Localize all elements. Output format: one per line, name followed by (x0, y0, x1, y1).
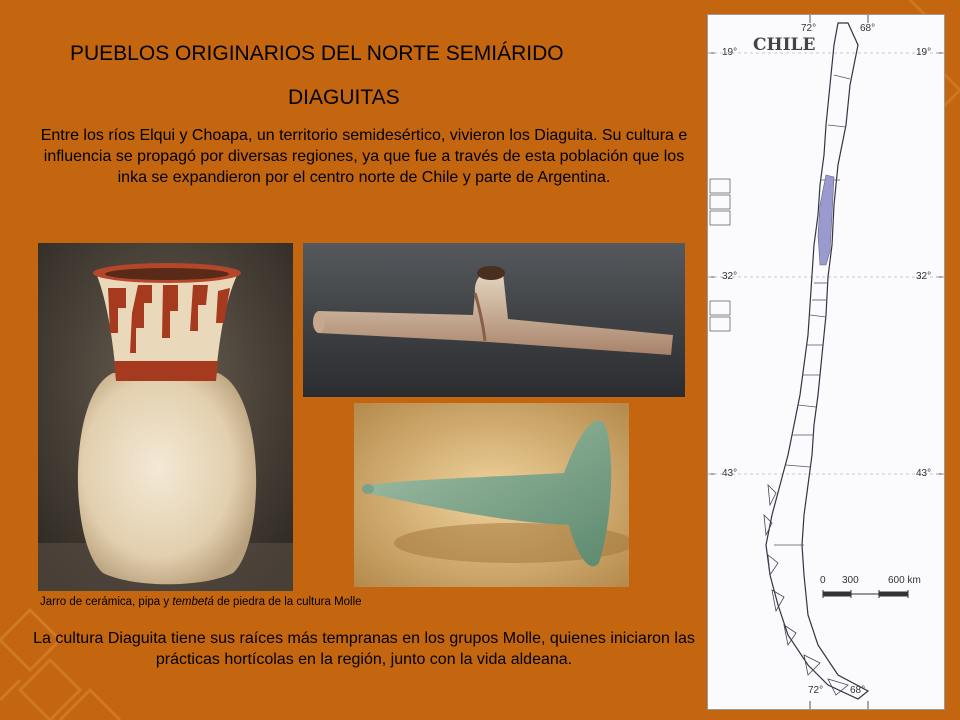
tembeta-photo (354, 403, 629, 587)
page-subtitle: DIAGUITAS (288, 86, 400, 109)
caption-italic-word: tembetá (172, 596, 214, 608)
map-lat-19-right: 19° (916, 47, 932, 58)
map-lat-43-right: 43° (916, 468, 932, 479)
scale-label-300: 300 (842, 575, 859, 586)
closing-paragraph: La cultura Diaguita tiene sus raíces más tempranas en los grupos Molle, quienes iniciaron las prácticas hortícolas en la región, junto con la vida aldeana. (33, 630, 695, 668)
intro-paragraph: Entre los ríos Elqui y Choapa, un territorio semidesértico, vivieron los Diaguita. Su cultura e influencia se propagó por diversas regiones, ya que fue a través de esta población que los inka se expandieron por el centro norte de Chile y parte de Argentina. (40, 127, 688, 186)
map-lat-19-left: 19° (722, 47, 738, 58)
map-title: CHILE (753, 35, 816, 55)
map-lat-32-left: 32° (722, 271, 738, 282)
map-lon-top-left: 72° (801, 23, 817, 34)
map-lat-32-right: 32° (916, 271, 932, 282)
pipe-photo (303, 243, 685, 397)
page-title: PUEBLOS ORIGINARIOS DEL NORTE SEMIÁRIDO (70, 42, 564, 65)
caption-text-start: Jarro de cerámica, pipa y (40, 596, 173, 608)
map-lon-bottom-left: 72° (808, 685, 824, 696)
map-lon-top-right: 68° (860, 23, 876, 34)
map-lat-43-left: 43° (722, 468, 738, 479)
chile-map (707, 14, 945, 710)
scale-label-600: 600 km (888, 575, 921, 586)
ceramic-jar-photo (38, 243, 293, 591)
photo-caption (40, 596, 362, 608)
chile-map-graphic (708, 15, 944, 709)
caption-text-end: de piedra de la cultura Molle (213, 596, 362, 608)
scale-label-0: 0 (820, 575, 826, 586)
scale-bar (823, 590, 908, 598)
map-lon-bottom-right: 68° (850, 685, 866, 696)
